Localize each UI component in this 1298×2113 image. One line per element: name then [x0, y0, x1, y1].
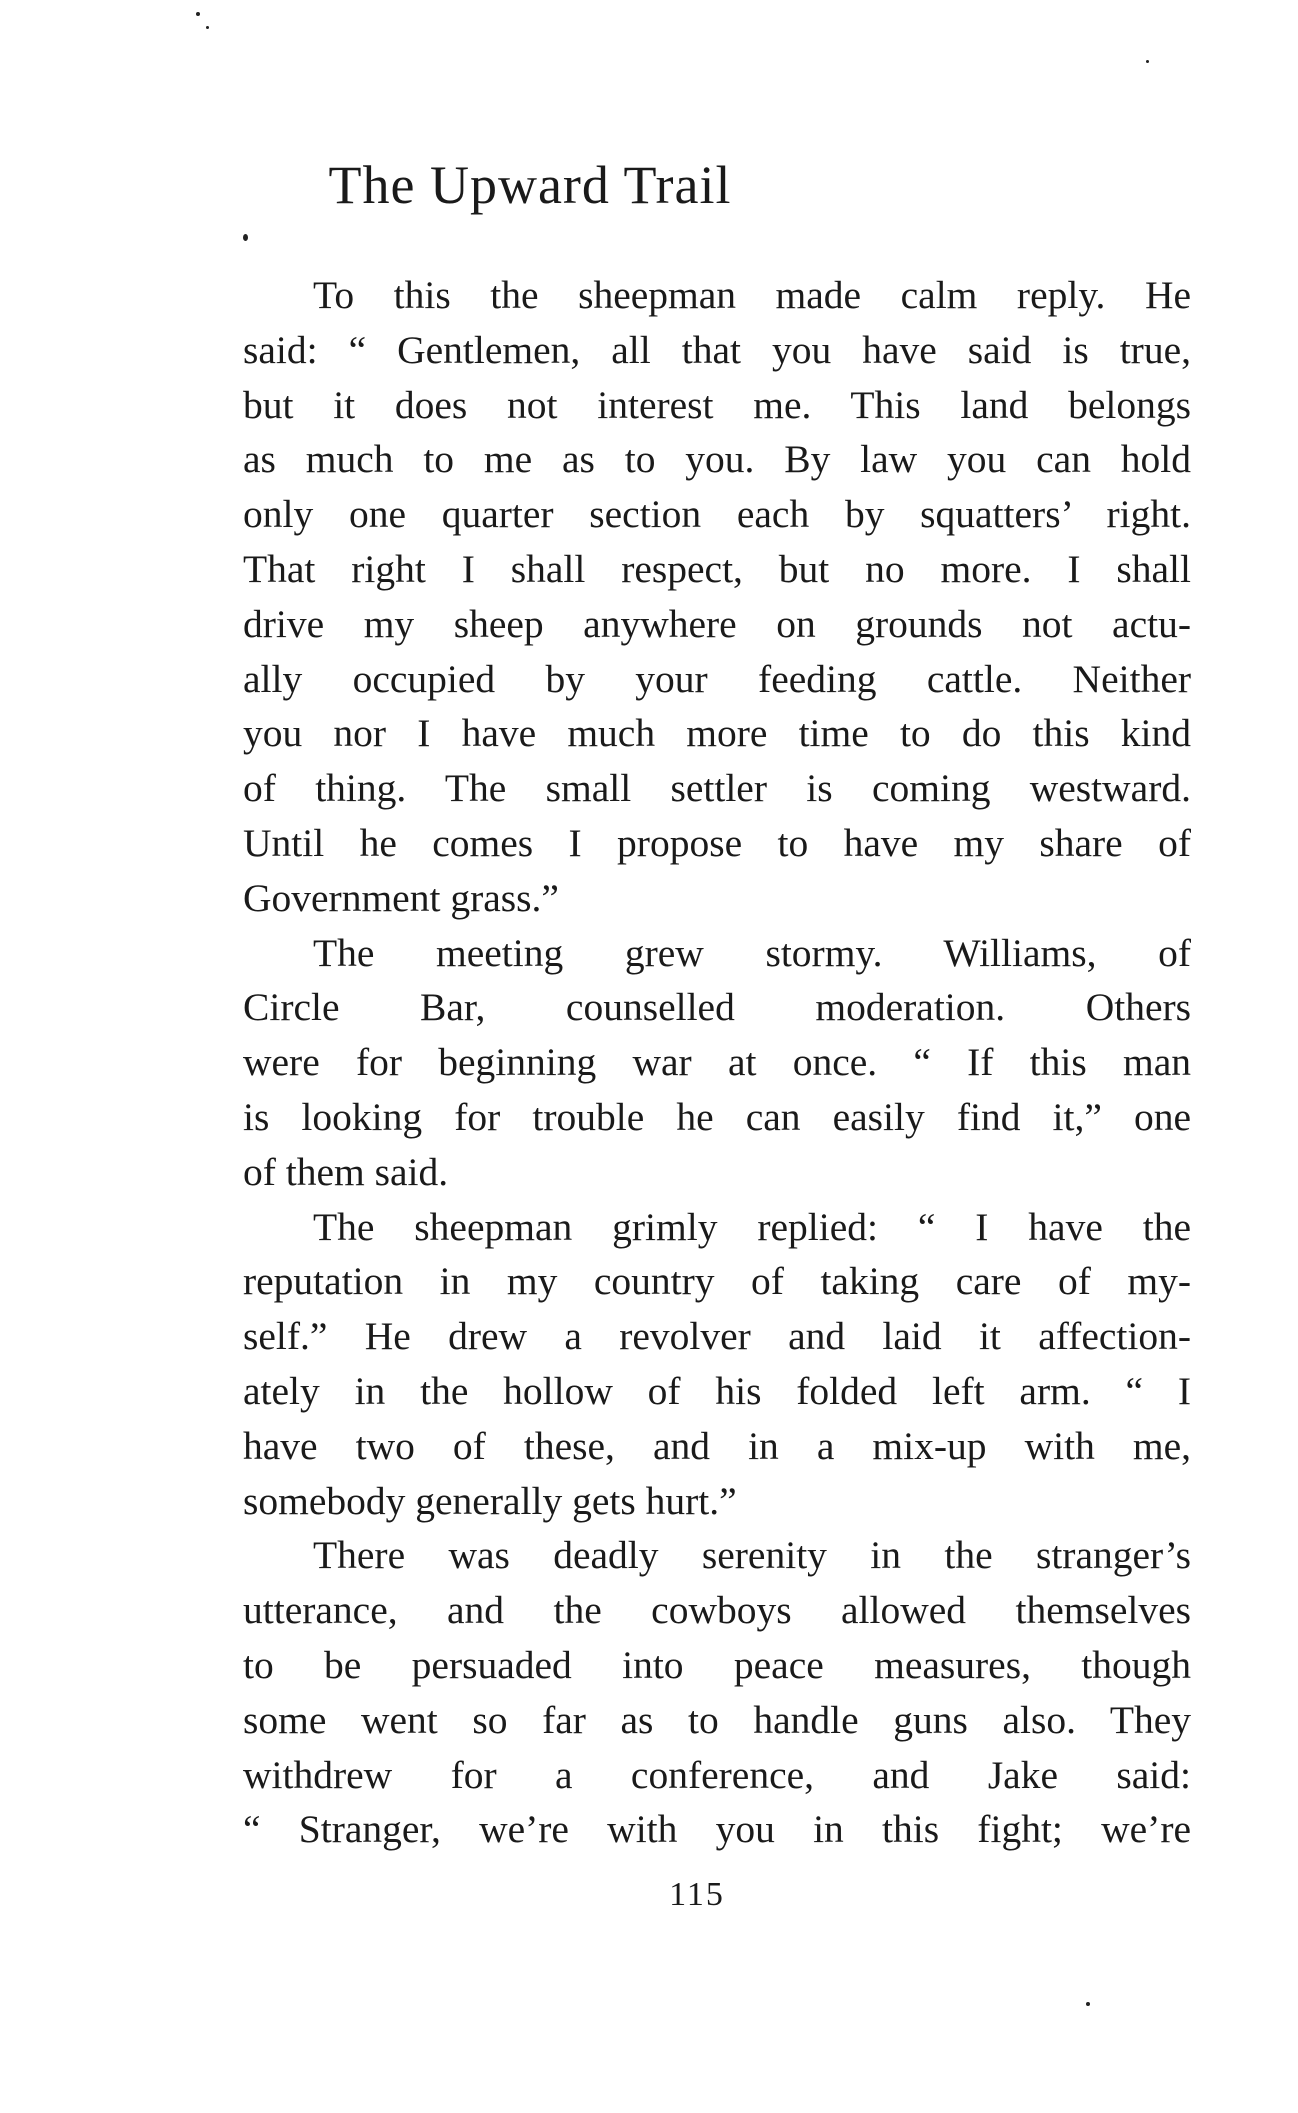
text-line: To this the sheepman made calm reply. He: [313, 273, 1191, 317]
page-number: 115: [669, 1876, 725, 1913]
text-line: Circle Bar, counselled moderation. Others: [243, 985, 1191, 1030]
paper-speck: [243, 234, 248, 241]
text-line: to be persuaded into peace measures, though: [243, 1642, 1191, 1687]
paper-speck: [196, 12, 200, 16]
paragraph-2: [243, 926, 1191, 1200]
paper-speck: [1146, 60, 1149, 63]
text-line: drive my sheep anywhere on grounds not actu-: [243, 601, 1191, 646]
text-line: were for beginning war at once. “ If this man: [243, 1040, 1191, 1085]
paragraph-1: [243, 268, 1191, 926]
text-line: utterance, and the cowboys allowed themselves: [243, 1588, 1191, 1633]
text-line: withdrew for a conference, and Jake said:: [243, 1752, 1191, 1797]
text-line: of them said.: [243, 1149, 449, 1194]
paper-speck: [206, 26, 209, 29]
text-line: but it does not interest me. This land belongs: [243, 382, 1191, 427]
text-line: as much to me as to you. By law you can hold: [243, 437, 1191, 482]
text-line: “ Stranger, we’re with you in this fight; we’re: [243, 1807, 1191, 1852]
text-line: reputation in my country of taking care of my-: [243, 1259, 1191, 1304]
paragraph-4: [243, 1528, 1191, 1857]
text-line: have two of these, and in a mix-up with me,: [243, 1423, 1191, 1468]
text-line: There was deadly serenity in the stranger’s: [313, 1533, 1191, 1578]
text-line: self.” He drew a revolver and laid it affection-: [243, 1314, 1191, 1359]
text-line: you nor I have much more time to do this kind: [243, 711, 1191, 756]
text-line: said: “ Gentlemen, all that you have said is true,: [243, 327, 1191, 372]
body-text: [243, 268, 1191, 1857]
text-line: ately in the hollow of his folded left arm. “ I: [243, 1368, 1191, 1413]
text-line: ally occupied by your feeding cattle. Neither: [243, 656, 1191, 701]
text-line: of thing. The small settler is coming westward.: [243, 766, 1191, 811]
text-line: That right I shall respect, but no more. I shall: [243, 546, 1191, 591]
text-line: The sheepman grimly replied: “ I have the: [313, 1204, 1191, 1249]
text-line: somebody generally gets hurt.”: [243, 1478, 737, 1523]
text-line: Government grass.”: [243, 875, 559, 920]
paper-speck: [1086, 2002, 1090, 2006]
text-line: some went so far as to handle guns also. They: [243, 1697, 1191, 1742]
running-title: The Upward Trail: [328, 155, 732, 215]
text-line: Until he comes I propose to have my share of: [243, 820, 1191, 865]
text-line: The meeting grew stormy. Williams, of: [313, 930, 1191, 975]
text-line: only one quarter section each by squatters’ right.: [243, 492, 1191, 537]
text-line: is looking for trouble he can easily find it,” one: [243, 1094, 1191, 1139]
paragraph-3: [243, 1200, 1191, 1529]
